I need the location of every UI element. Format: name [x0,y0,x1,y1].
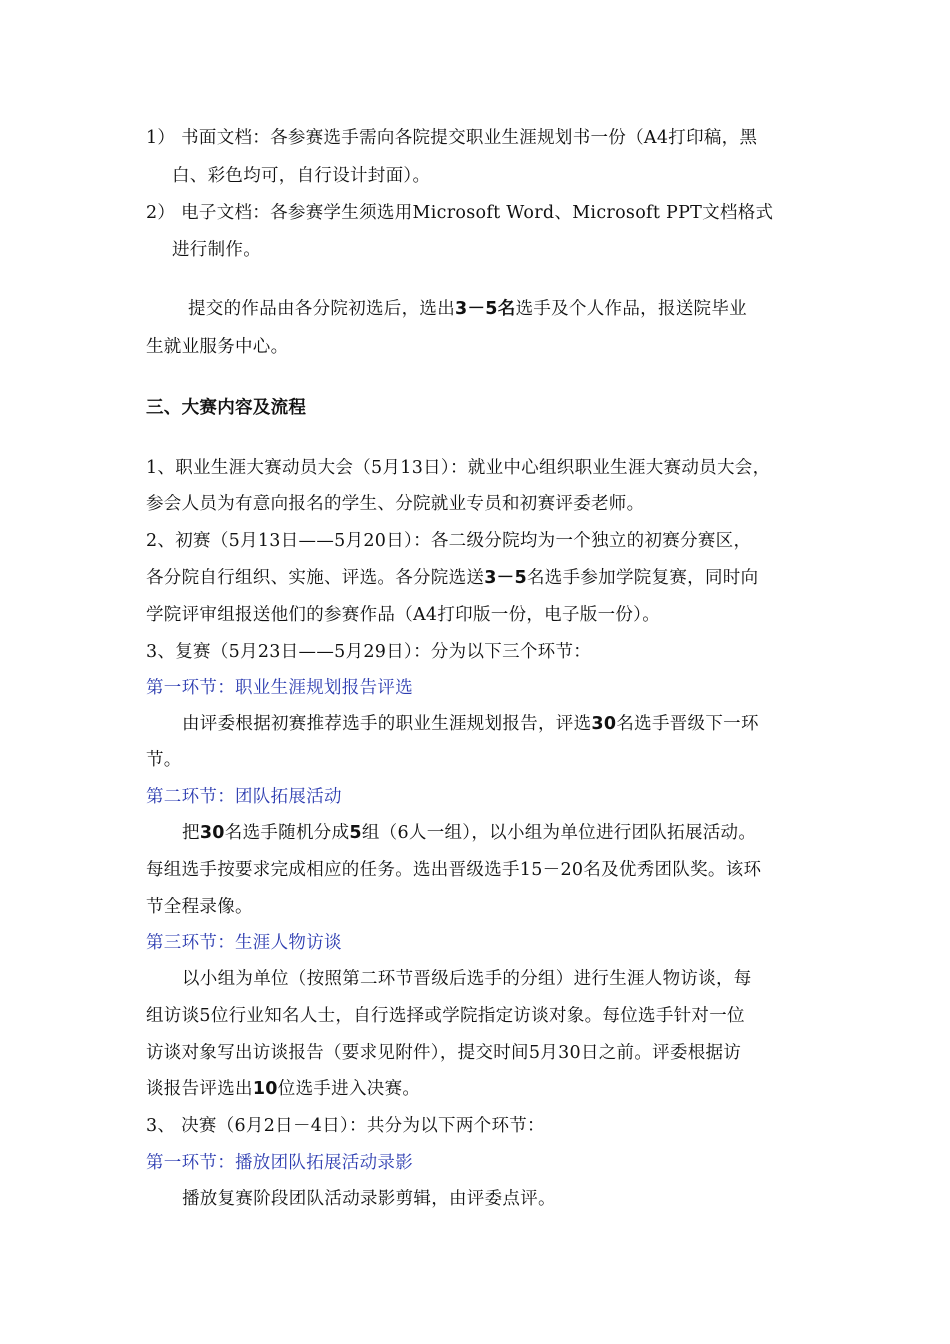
submission-text-c: 选手及个人作品，报送院毕业 [515,299,747,319]
stage-3-text-a: 谈报告评选出 [146,1079,253,1099]
p1-line-2: 参会人员为有意向报名的学生、分院就业专员和初赛评委老师。 [146,494,645,514]
p2-line-2 [146,566,758,590]
stage-3-title: 第三环节：生涯人物访谈 [146,933,342,953]
p2-line-3: 学院评审组报送他们的参赛作品（A4打印版一份，电子版一份）。 [146,605,661,625]
stage-2-line-2: 每组选手按要求完成相应的任务。选出晋级选手15－20名及优秀团队奖。该环 [146,860,762,880]
p2-text-c: 名选手参加学院复赛，同时向 [526,568,759,588]
p3-line-1: 3、复赛（5月23日——5月29日）：分为以下三个环节： [146,642,592,662]
stage-1-text-a: 由评委根据初赛推荐选手的职业生涯规划报告，评选 [182,714,592,734]
stage-2-line-1 [182,821,756,845]
stage-1-count: 30 [591,714,617,734]
materials-item-1-line-1: 1） 书面文档：各参赛选手需向各院提交职业生涯规划书一份（A4打印稿，黑 [146,128,758,148]
stage-3-line-3: 访谈对象写出访谈报告（要求见附件），提交时间5月30日之前。评委根据访 [146,1043,742,1063]
stage-2-groups: 5 [349,823,362,843]
stage-1-line-1 [182,712,759,736]
submission-paragraph-line-1 [188,297,747,321]
submission-count: 3－5名 [455,299,516,319]
stage-2-text-e: 组（6人一组），以小组为单位进行团队拓展活动。 [361,823,757,843]
section-3-heading: 三、大赛内容及流程 [146,398,307,418]
submission-text-a: 提交的作品由各分院初选后，选出 [188,299,455,319]
stage-3-text-c: 位选手进入决赛。 [277,1079,421,1099]
p1-line-1: 1、职业生涯大赛动员大会（5月13日）：就业中心组织职业生涯大赛动员大会， [146,458,771,478]
stage-1-text-c: 名选手晋级下一环 [616,714,759,734]
final-stage-1-title: 第一环节：播放团队拓展活动录影 [146,1153,413,1173]
stage-2-text-c: 名选手随机分成 [224,823,350,843]
materials-item-2-line-2: 进行制作。 [172,240,261,260]
materials-item-1-line-2: 白、彩色均可，自行设计封面）。 [172,166,431,186]
p2-count: 3－5 [484,568,527,588]
materials-item-2-line-1: 2） 电子文档：各参赛学生须选用Microsoft Word、Microsoft PPT文档格式 [146,203,774,223]
stage-1-line-2: 节。 [146,750,182,770]
p2-text-a: 各分院自行组织、实施、评选。各分院选送 [146,568,485,588]
p2-line-1: 2、初赛（5月13日——5月20日）：各二级分院均为一个独立的初赛分赛区， [146,531,752,551]
stage-1-title: 第一环节：职业生涯规划报告评选 [146,678,413,698]
stage-3-line-1: 以小组为单位（按照第二环节晋级后选手的分组）进行生涯人物访谈，每 [182,969,752,989]
p4-line-1: 3、 决赛（6月2日－4日）：共分为以下两个环节： [146,1116,545,1136]
submission-paragraph-line-2: 生就业服务中心。 [146,337,289,357]
stage-2-text-a: 把 [182,823,200,843]
final-stage-1-line-1: 播放复赛阶段团队活动录影剪辑，由评委点评。 [182,1189,556,1209]
stage-3-count: 10 [252,1079,278,1099]
stage-3-line-2: 组访谈5位行业知名人士，自行选择或学院指定访谈对象。每位选手针对一位 [146,1006,745,1026]
stage-3-line-4 [146,1077,420,1101]
stage-2-count: 30 [199,823,225,843]
stage-2-title: 第二环节：团队拓展活动 [146,787,342,807]
stage-2-line-3: 节全程录像。 [146,897,253,917]
